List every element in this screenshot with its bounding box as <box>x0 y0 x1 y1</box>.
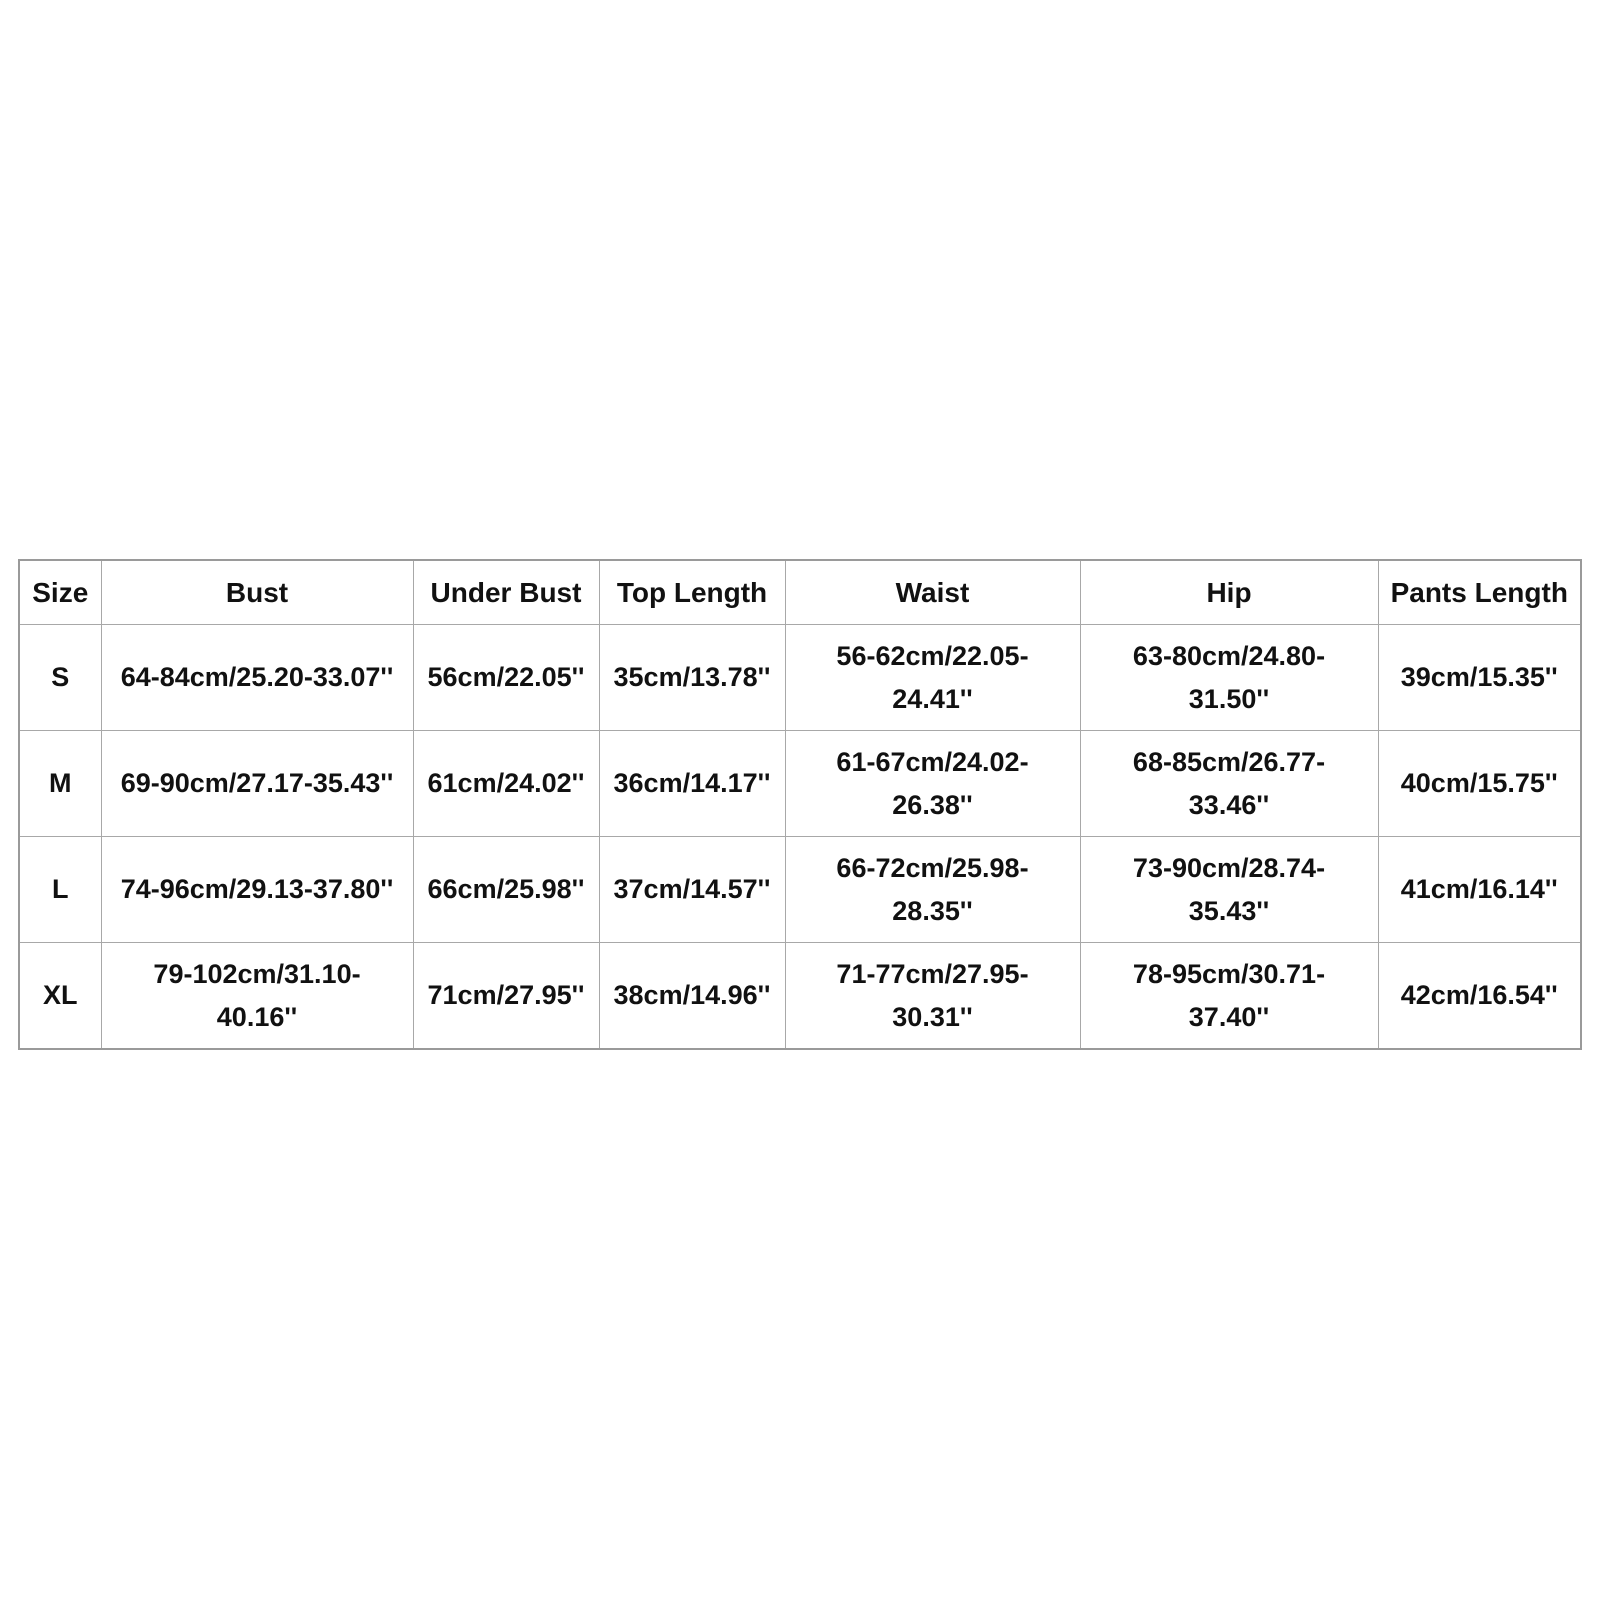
cell-under-bust: 61cm/24.02'' <box>413 731 599 837</box>
cell-size: M <box>19 731 101 837</box>
cell-waist-text: 71-77cm/27.95-30.31'' <box>836 958 1029 1032</box>
cell-top-length: 38cm/14.96'' <box>599 943 785 1050</box>
header-bust: Bust <box>101 560 413 625</box>
cell-bust-text: 79-102cm/31.10-40.16'' <box>153 958 361 1032</box>
cell-waist <box>785 943 1080 1050</box>
cell-waist <box>785 625 1080 731</box>
header-hip: Hip <box>1080 560 1378 625</box>
cell-pants-length: 41cm/16.14'' <box>1378 837 1581 943</box>
cell-hip-text: 78-95cm/30.71-37.40'' <box>1132 958 1326 1032</box>
table-row <box>19 837 1581 943</box>
cell-hip <box>1080 625 1378 731</box>
cell-waist-text: 56-62cm/22.05-24.41'' <box>836 640 1029 714</box>
cell-bust-text: 74-96cm/29.13-37.80'' <box>120 874 394 904</box>
cell-bust <box>101 625 413 731</box>
cell-bust-text: 69-90cm/27.17-35.43'' <box>120 768 394 798</box>
cell-hip <box>1080 837 1378 943</box>
size-chart-container <box>18 559 1580 1050</box>
cell-size: XL <box>19 943 101 1050</box>
cell-waist-text: 66-72cm/25.98-28.35'' <box>836 852 1029 926</box>
cell-waist <box>785 731 1080 837</box>
cell-bust-text: 64-84cm/25.20-33.07'' <box>120 662 394 692</box>
cell-under-bust: 66cm/25.98'' <box>413 837 599 943</box>
size-chart-table <box>18 559 1582 1050</box>
header-pants-length: Pants Length <box>1378 560 1581 625</box>
header-top-length: Top Length <box>599 560 785 625</box>
cell-size: L <box>19 837 101 943</box>
cell-hip-text: 68-85cm/26.77-33.46'' <box>1132 746 1326 820</box>
cell-under-bust: 71cm/27.95'' <box>413 943 599 1050</box>
cell-waist <box>785 837 1080 943</box>
cell-top-length: 35cm/13.78'' <box>599 625 785 731</box>
header-size: Size <box>19 560 101 625</box>
cell-hip <box>1080 731 1378 837</box>
cell-bust <box>101 837 413 943</box>
cell-hip <box>1080 943 1378 1050</box>
cell-waist-text: 61-67cm/24.02-26.38'' <box>836 746 1029 820</box>
cell-pants-length: 42cm/16.54'' <box>1378 943 1581 1050</box>
table-row <box>19 731 1581 837</box>
cell-hip-text: 63-80cm/24.80-31.50'' <box>1132 640 1326 714</box>
cell-top-length: 36cm/14.17'' <box>599 731 785 837</box>
table-row <box>19 943 1581 1050</box>
cell-pants-length: 39cm/15.35'' <box>1378 625 1581 731</box>
cell-top-length: 37cm/14.57'' <box>599 837 785 943</box>
cell-hip-text: 73-90cm/28.74-35.43'' <box>1132 852 1326 926</box>
cell-bust <box>101 943 413 1050</box>
cell-pants-length: 40cm/15.75'' <box>1378 731 1581 837</box>
header-under-bust: Under Bust <box>413 560 599 625</box>
cell-bust <box>101 731 413 837</box>
header-waist: Waist <box>785 560 1080 625</box>
cell-under-bust: 56cm/22.05'' <box>413 625 599 731</box>
cell-size: S <box>19 625 101 731</box>
header-row <box>19 560 1581 625</box>
table-row <box>19 625 1581 731</box>
